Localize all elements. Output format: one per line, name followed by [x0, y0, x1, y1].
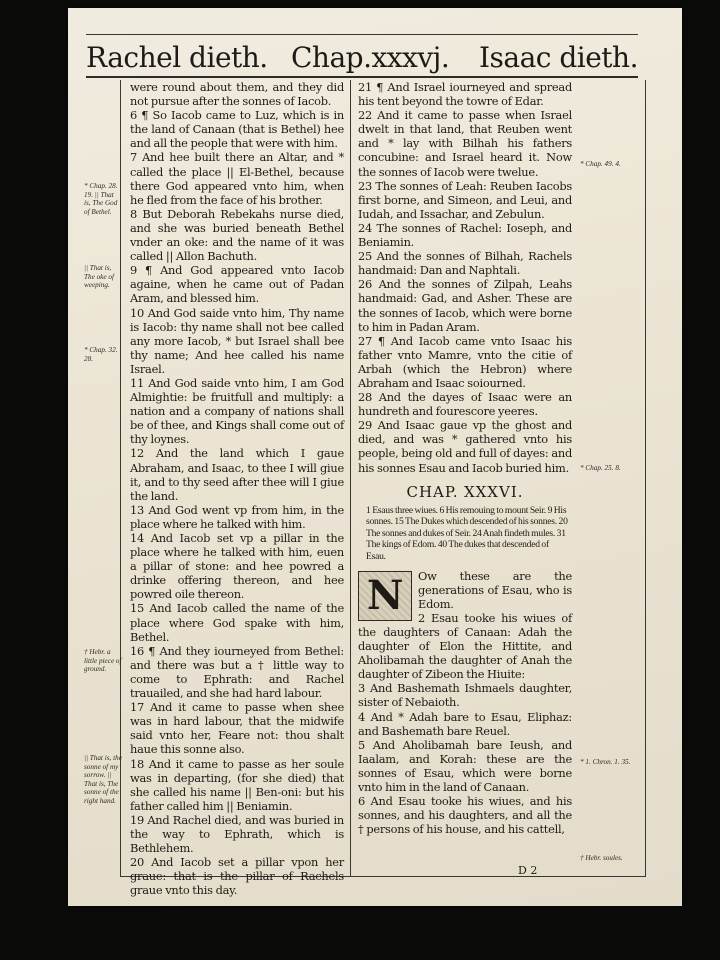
verse: 28 And the dayes of Isaac were an hundreth and fourescore yeeres.	[358, 390, 572, 419]
verse: 26 And the sonnes of Zilpah, Leahs handmaid: Gad, and Asher. These are the sonnes of Iacob, which were borne to him in Padan Aram.	[358, 277, 572, 334]
margin-note-right: * 1. Chron. 1. 35.	[580, 758, 631, 766]
margin-note-left: † Hebr. a little piece of ground.	[84, 648, 122, 674]
verse: 6 ¶ So Iacob came to Luz, which is in the land of Canaan (that is Bethel) hee and all the people that were with him.	[130, 108, 344, 151]
verse: 4 And * Adah bare to Esau, Eliphaz: and Bashemath bare Reuel.	[358, 709, 572, 738]
left-column	[130, 80, 344, 897]
margin-note-right: † Hebr. soules.	[580, 854, 623, 862]
verse: 12 And the land which I gaue Abraham, and Isaac, to thee I will giue it, and to thy seed after thee will I giue the land.	[130, 446, 344, 503]
verse: 3 And Bashemath Ishmaels daughter, sister of Nebaioth.	[358, 681, 572, 710]
decorated-initial: N	[358, 571, 412, 621]
margin-note-right: * Chap. 25. 8.	[580, 464, 621, 472]
chapter-heading: CHAP. XXXVI.	[406, 482, 524, 501]
verse: 14 And Iacob set vp a pillar in the place where he talked with him, euen a pillar of stone: and hee powred a drinke offering thereon, and hee powred oile thereon.	[130, 531, 344, 602]
catchword: D 2	[518, 864, 538, 877]
verse: 17 And it came to passe when shee was in hard labour, that the midwife said vnto her, Feare not: thou shalt haue this sonne also.	[130, 700, 344, 757]
verse: 27 ¶ And Iacob came vnto Isaac his father vnto Mamre, vnto the citie of Arbah (which the Hebron) where Abraham and Isaac soiourned.	[358, 333, 572, 390]
verse: 6 And Esau tooke his wiues, and his sonnes, and his daughters, and all the † persons of his house, and his cattell,	[358, 794, 572, 837]
verse: 7 And hee built there an Altar, and * called the place || El-Bethel, because there God appeared vnto him, when he fled from the face of his brother.	[130, 150, 344, 207]
right-column	[358, 80, 572, 836]
verse: 18 And it came to passe as her soule was in departing, (for she died) that she called his name || Ben-oni: but his father called him || Beniamin.	[130, 756, 344, 813]
book-page	[68, 8, 682, 906]
verse: were round about them, and they did not pursue after the sonnes of Iacob.	[130, 80, 344, 109]
verse: 20 And Iacob set a pillar vpon her graue: that is the pillar of Rachels graue vnto this day.	[130, 855, 344, 898]
margin-note-left: || That is, The oke of weeping.	[84, 264, 114, 290]
margin-note-left: * Chap. 28. 19. || That is, The God of Bethel.	[84, 182, 118, 216]
verse: 13 And God went vp from him, in the place where he talked with him.	[130, 502, 344, 531]
header-rule	[86, 76, 638, 78]
verse: 25 And the sonnes of Bilhah, Rachels handmaid: Dan and Naphtali.	[358, 249, 572, 278]
verse: 24 The sonnes of Rachel: Ioseph, and Beniamin.	[358, 220, 572, 250]
chapter-opening	[358, 569, 572, 682]
verse: 16 ¶ And they iourneyed from Bethel: and there was but a † little way to come to Ephrath: and Rachel trauailed, and she had hard labour.	[130, 643, 344, 701]
verse: 23 The sonnes of Leah: Reuben Iacobs first borne, and Simeon, and Leui, and Iudah, and Issachar, and Zebulun.	[358, 178, 572, 221]
verse: 9 ¶ And God appeared vnto Iacob againe, when he came out of Padan Aram, and blessed him.	[130, 263, 344, 306]
verse: 22 And it came to passe when Israel dwelt in that land, that Reuben went and * lay with Bilhah his fathers concubine: and Israel heard it. Now the sonnes of Iacob were twelue.	[358, 108, 572, 179]
margin-note-right: * Chap. 49. 4.	[580, 160, 621, 168]
header-chapter: Chap.xxxvj.	[291, 41, 450, 74]
verse: 5 And Aholibamah bare Ieush, and Iaalam, and Korah: these are the sonnes of Esau, which were borne vnto him in the land of Canaan.	[358, 737, 572, 794]
verse: 11 And God saide vnto him, I am God Almightie: be fruitfull and multiply: a nation and a company of nations shall be of thee, and Kings shall come out of thy loynes.	[130, 375, 344, 447]
column-divider	[350, 80, 351, 876]
chapter-summary: 1 Esaus three wiues. 6 His remouing to mount Seir. 9 His sonnes. 15 The Dukes which descended of his sonnes. 20 The sonnes and dukes of Seir. 24 Anah findeth mules. 31 The kings of Edom. 40 The dukes that descended of Esau.	[366, 504, 568, 562]
verse: 10 And God saide vnto him, Thy name is Iacob: thy name shall not bee called any more Iacob, * but Israel shall bee thy name; And hee called his name Israel.	[130, 305, 344, 376]
verse: Ow these are the generations of Esau, who is Edom.	[418, 568, 572, 611]
margin-note-left: * Chap. 32. 28.	[84, 346, 118, 363]
running-header	[86, 34, 638, 75]
verse: 29 And Isaac gaue vp the ghost and died, and was * gathered vnto his people, being old and full of dayes: and his sonnes Esau and Iacob buried him.	[358, 418, 572, 475]
verse: 21 ¶ And Israel iourneyed and spread his tent beyond the towre of Edar.	[358, 80, 572, 109]
header-left: Rachel dieth.	[86, 41, 268, 74]
header-right: Isaac dieth.	[478, 41, 638, 74]
verse: 8 But Deborah Rebekahs nurse died, and she was buried beneath Bethel vnder an oke: and the name of it was called || Allon Bachuth.	[130, 206, 344, 264]
margin-note-left: || That is, the sonne of my sorrow. || That is, The sonne of the right hand.	[84, 754, 122, 805]
verse: 2 Esau tooke his wiues of the daughters of Canaan: Adah the daughter of Elon the Hittite, and Aholibamah the daughter of Anah the daughter of Zibeon the Hiuite:	[358, 610, 572, 682]
verse: 15 And Iacob called the name of the place where God spake with him, Bethel.	[130, 601, 344, 644]
verse: 19 And Rachel died, and was buried in the way to Ephrath, which is Bethlehem.	[130, 812, 344, 856]
